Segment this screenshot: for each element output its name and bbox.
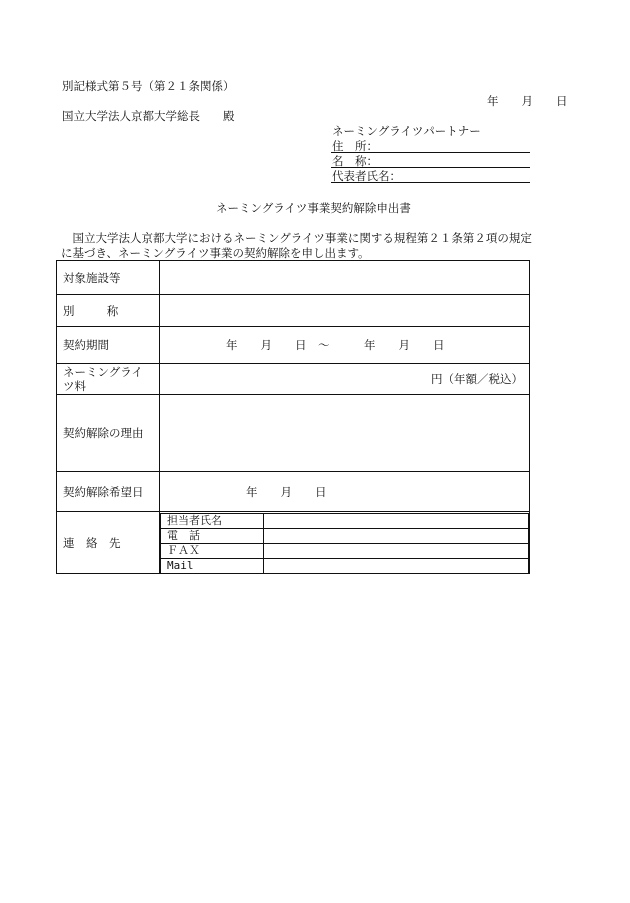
phone-field[interactable] xyxy=(264,528,529,543)
applicant-title: ネーミングライツパートナー xyxy=(332,124,481,138)
body-text: 国立大学法人京都大学におけるネーミングライツ事業に関する規程第２１条第２項の規定に基づき、ネーミングライツ事業の契約解除を申し出ます。 xyxy=(61,231,532,260)
contact-label: 連 絡 先 xyxy=(57,512,160,574)
form-table xyxy=(56,260,530,574)
phone-label: 電 話 xyxy=(161,528,264,543)
facility-label: 対象施設等 xyxy=(57,261,160,295)
alias-field[interactable] xyxy=(160,295,530,327)
desired-date-field[interactable]: 年 月 日 xyxy=(160,472,530,512)
facility-field[interactable] xyxy=(160,261,530,295)
contact-table xyxy=(160,513,529,573)
mail-label: Mail xyxy=(161,558,264,573)
period-label: 契約期間 xyxy=(57,327,160,364)
submission-date: 年 月 日 xyxy=(487,94,568,108)
address-line xyxy=(331,152,530,153)
address-label: 住 所： xyxy=(332,139,378,153)
form-number: 別記様式第５号（第２１条関係） xyxy=(62,79,235,93)
contact-person-field[interactable] xyxy=(264,513,529,528)
fee-field[interactable]: 円（年額／税込） xyxy=(160,364,530,395)
fax-field[interactable] xyxy=(264,543,529,558)
period-field[interactable]: 年 月 日 ～ 年 月 日 xyxy=(160,327,530,364)
representative-label: 代表者氏名： xyxy=(332,169,401,183)
document-title: ネーミングライツ事業契約解除申出書 xyxy=(216,201,411,215)
reason-label: 契約解除の理由 xyxy=(57,395,160,472)
addressee: 国立大学法人京都大学総長 殿 xyxy=(62,109,235,123)
contact-person-label: 担当者氏名 xyxy=(161,513,264,528)
name-line xyxy=(331,167,530,168)
representative-line xyxy=(331,182,530,183)
alias-label: 別 称 xyxy=(57,295,160,327)
fee-label: ネーミングライツ料 xyxy=(57,364,160,395)
contact-section xyxy=(160,512,530,574)
name-label: 名 称： xyxy=(332,154,378,168)
desired-date-label: 契約解除希望日 xyxy=(57,472,160,512)
reason-field[interactable] xyxy=(160,395,530,472)
fax-label: ＦＡＸ xyxy=(161,543,264,558)
mail-field[interactable] xyxy=(264,558,529,573)
